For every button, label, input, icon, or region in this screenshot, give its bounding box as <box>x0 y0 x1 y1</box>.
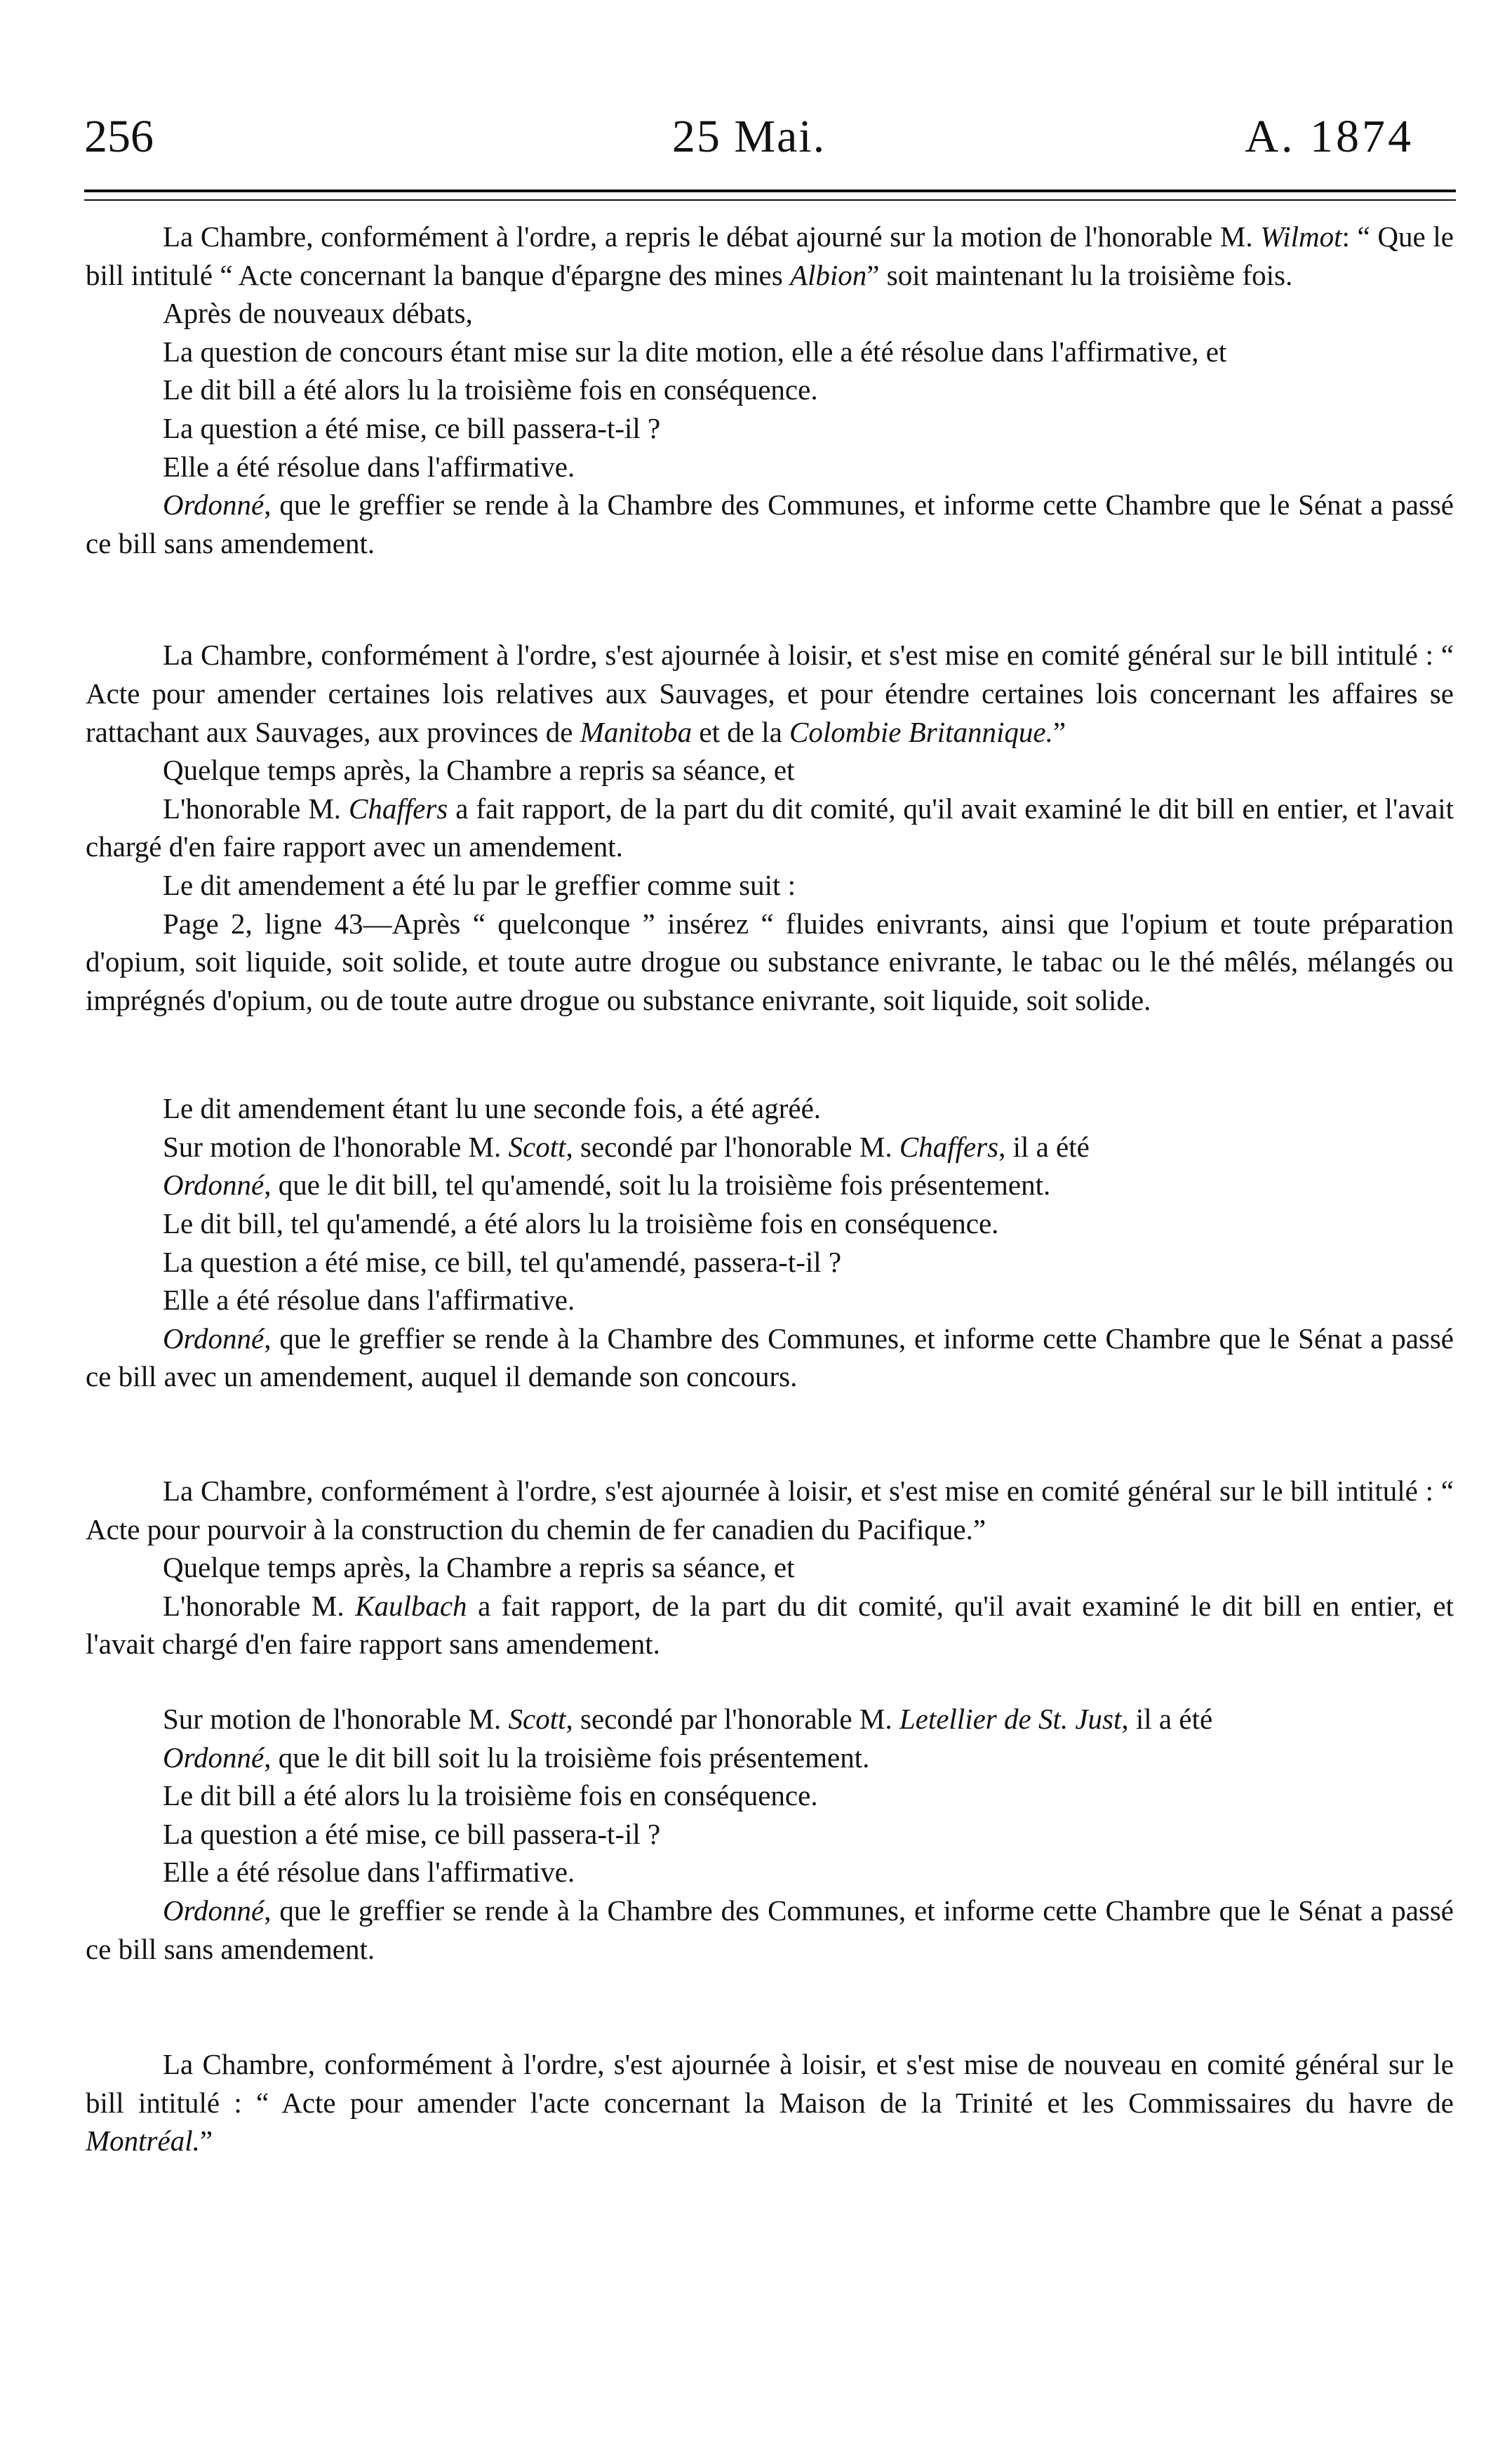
section-third-reading <box>86 1700 1454 1968</box>
section-albion-bill <box>86 218 1454 562</box>
paragraph: Elle a été résolue dans l'affirmative. <box>163 1856 575 1889</box>
paragraph: Le dit bill a été alors lu la troisième fois en conséquence. <box>163 1779 818 1812</box>
paragraph: La question a été mise, ce bill passera-t-il ? <box>163 1817 661 1850</box>
paragraph: Elle a été résolue dans l'affirmative. <box>163 450 575 483</box>
paragraph: La Chambre, conformément à l'ordre, s'est ajournée à loisir, et s'est mise en comité général sur le bill intitulé : “ Acte pour amender certaines lois relatives aux Sauvages, et pour étendre certaines lois concernant les affaires se rattachant aux Sauvages, aux provinces de Manitoba et de la Colombie Britannique.” <box>86 639 1454 748</box>
paragraph: Sur motion de l'honorable M. Scott, secondé par l'honorable M. Letellier de St. Just, il a été <box>163 1703 1213 1735</box>
header-rule-thick <box>84 190 1456 192</box>
paragraph: Après de nouveaux débats, <box>163 297 473 330</box>
paragraph: Ordonné, que le greffier se rende à la Chambre des Communes, et informe cette Chambre que le Sénat a passé ce bill avec un amendement, auquel il demande son concours. <box>86 1322 1454 1393</box>
paragraph: La Chambre, conformément à l'ordre, a repris le débat ajourné sur la motion de l'honorable M. Wilmot: “ Que le bill intitulé “ Acte concernant la banque d'épargne des mines Albion” soit maintenant lu la troisième fois. <box>86 220 1454 291</box>
page-number: 256 <box>84 111 154 162</box>
header-rule-thin <box>84 199 1456 201</box>
paragraph: La question a été mise, ce bill passera-t-il ? <box>163 411 661 444</box>
paragraph: Quelque temps après, la Chambre a repris sa séance, et <box>163 754 795 787</box>
page-header <box>84 105 1414 168</box>
paragraph: Le dit bill a été alors lu la troisième fois en conséquence. <box>163 373 818 406</box>
paragraph: Le dit amendement étant lu une seconde fois, a été agréé. <box>163 1092 822 1125</box>
paragraph: Elle a été résolue dans l'affirmative. <box>163 1284 575 1317</box>
paragraph: Ordonné, que le greffier se rende à la Chambre des Communes, et informe cette Chambre que le Sénat a passé ce bill sans amendement. <box>86 1894 1454 1965</box>
paragraph: La Chambre, conformément à l'ordre, s'est ajournée à loisir, et s'est mise en comité général sur le bill intitulé : “ Acte pour pourvoir à la construction du chemin de fer canadien du Pacifique.” <box>86 1475 1454 1545</box>
header-year: A. 1874 <box>1245 111 1414 162</box>
paragraph: Ordonné, que le greffier se rende à la Chambre des Communes, et informe cette Chambre que le Sénat a passé ce bill sans amendement. <box>86 488 1454 559</box>
header-date: 25 Mai. <box>671 111 827 162</box>
paragraph: Le dit bill, tel qu'amendé, a été alors lu la troisième fois en conséquence. <box>163 1207 999 1240</box>
section-amendment <box>86 1089 1454 1396</box>
section-sauvages-bill <box>86 636 1454 1019</box>
paragraph: Sur motion de l'honorable M. Scott, secondé par l'honorable M. Chaffers, il a été <box>163 1130 1090 1163</box>
paragraph: Ordonné, que le dit bill, tel qu'amendé, soit lu la troisième fois présentement. <box>163 1169 1051 1202</box>
paragraph: L'honorable M. Kaulbach a fait rapport, de la part du dit comité, qu'il avait examiné le dit bill en entier, et l'avait chargé d'en faire rapport sans amendement. <box>86 1589 1454 1661</box>
section-pacifique-bill <box>86 1472 1454 1663</box>
paragraph: La question de concours étant mise sur la dite motion, elle a été résolue dans l'affirmative, et <box>163 335 1227 368</box>
section-trinite-bill <box>86 2045 1454 2160</box>
paragraph: La question a été mise, ce bill, tel qu'amendé, passera-t-il ? <box>163 1245 842 1278</box>
document-body <box>86 218 1454 2160</box>
paragraph: Ordonné, que le dit bill soit lu la troisième fois présentement. <box>163 1741 870 1774</box>
paragraph: Quelque temps après, la Chambre a repris sa séance, et <box>163 1551 795 1584</box>
paragraph: La Chambre, conformément à l'ordre, s'est ajournée à loisir, et s'est mise de nouveau en comité général sur le bill intitulé : “ Acte pour amender l'acte concernant la Maison de la Trinité et les Commissaires du havre de Montréal.” <box>86 2048 1454 2158</box>
paragraph: L'honorable M. Chaffers a fait rapport, de la part du dit comité, qu'il avait examiné le dit bill en entier, et l'avait chargé d'en faire rapport avec un amendement. <box>86 792 1454 863</box>
paragraph: Page 2, ligne 43—Après “ quelconque ” insérez “ fluides enivrants, ainsi que l'opium et toute préparation d'opium, soit liquide, soit solide, et toute autre drogue ou substance enivrante, le tabac ou le thé mêlés, mélangés ou imprégnés d'opium, ou de toute autre drogue ou substance enivrante, soit liquide, soit solide. <box>86 907 1454 1016</box>
paragraph: Le dit amendement a été lu par le greffier comme suit : <box>163 868 796 901</box>
